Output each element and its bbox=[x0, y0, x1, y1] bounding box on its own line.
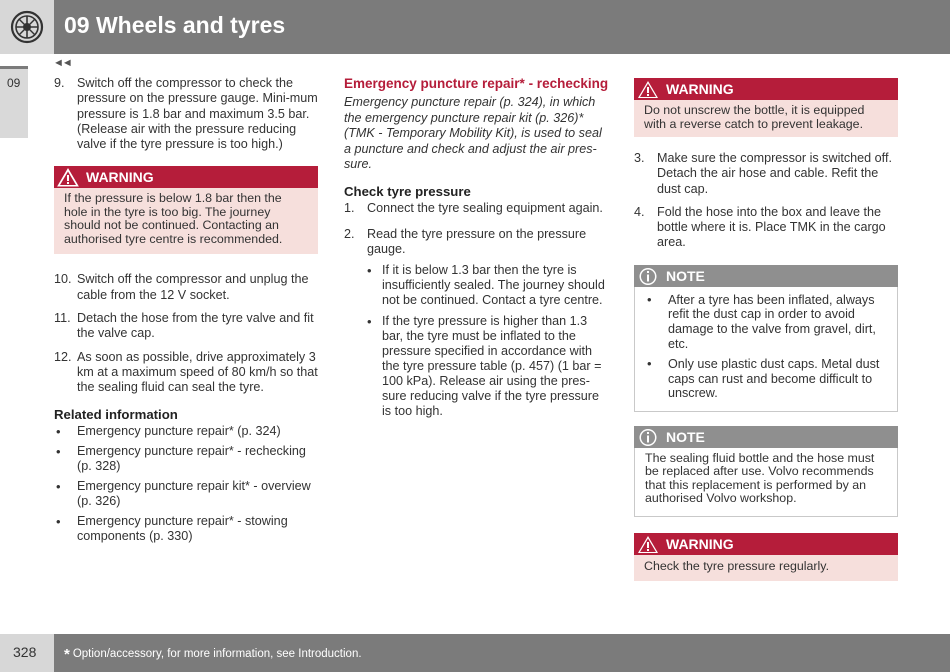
related-link[interactable]: • Emergency puncture repair* - stowing components (p. 330) bbox=[54, 514, 318, 544]
step-number: 1. bbox=[344, 200, 355, 215]
step-number: 9. bbox=[54, 76, 65, 90]
step-1 bbox=[344, 201, 610, 216]
info-icon bbox=[637, 428, 659, 447]
check-tyre-pressure-heading: Check tyre pressure bbox=[344, 183, 471, 199]
warning-header bbox=[54, 166, 318, 188]
warning-text: Check the tyre pressure regularly. bbox=[634, 555, 898, 582]
chapter-title: 09 Wheels and tyres bbox=[64, 12, 286, 38]
step-text: As soon as possible, drive approximately 3 km at a maximum speed of 80 km/h so that the sealing fluid can seal the tyre. bbox=[77, 349, 318, 395]
page-number: 328 bbox=[13, 644, 37, 660]
warning-text: Do not unscrew the bottle, it is equipped with a reverse catch to prevent leakage. bbox=[634, 100, 898, 137]
list-item: • Only use plastic dust caps. Metal dust caps can rust and become difficult to unscrew. bbox=[645, 357, 887, 401]
step-text: Switch off the compressor to check the pressure on the pressure gauge. Mini-mum pressure is 1.8 bar and maximum 3.5 bar. (Release air with the pressure reducing valve if the tyre pressure is too high.) bbox=[77, 76, 318, 152]
step-text: Make sure the compressor is switched off. Detach the air hose and cable. Refit the dust cap. bbox=[657, 151, 892, 196]
warning-label: WARNING bbox=[666, 535, 734, 552]
step-number: 2. bbox=[344, 226, 355, 241]
step-number: 10. bbox=[54, 272, 72, 287]
list-item: • If the tyre pressure is higher than 1.3 bar, the tyre must be inflated to the pressure specified in accordance with the tyre pressure table (p. 457) (1 bar = 100 kPa). Release air using the pres-sure reducing valve if the tyre pressure is too high. bbox=[344, 314, 610, 419]
step-9 bbox=[54, 76, 318, 152]
step-number: 11. bbox=[54, 311, 71, 326]
step-text: Fold the hose into the box and leave the bottle where it is. Place TMK in the cargo area. bbox=[657, 204, 886, 250]
note-header bbox=[634, 426, 898, 448]
note-label: NOTE bbox=[666, 267, 705, 284]
column-1 bbox=[54, 76, 318, 549]
footnote-text: Option/accessory, for more information, see Introduction. bbox=[72, 648, 362, 660]
warning-box bbox=[634, 533, 898, 582]
column-3 bbox=[634, 78, 898, 581]
related-information-heading: Related information bbox=[54, 406, 178, 422]
note-box bbox=[634, 426, 898, 517]
warning-label: WARNING bbox=[86, 169, 154, 186]
step-11 bbox=[54, 311, 318, 342]
step-number: 4. bbox=[634, 204, 645, 219]
step-3 bbox=[634, 151, 898, 197]
page-number-box bbox=[0, 634, 54, 672]
note-box bbox=[634, 265, 898, 412]
list-item: • If it is below 1.3 bar then the tyre is insufficiently sealed. The journey should not be continued. Contact a tyre centre. bbox=[344, 263, 610, 308]
chapter-header bbox=[0, 0, 950, 54]
note-text: The sealing fluid bottle and the hose must be replaced after use. Volvo recommends that this replacement is performed by an authorised Volvo workshop. bbox=[634, 448, 898, 517]
warning-header bbox=[634, 78, 898, 100]
related-link[interactable]: • Emergency puncture repair kit* - overview (p. 326) bbox=[54, 479, 318, 509]
warning-triangle-icon bbox=[57, 168, 79, 187]
step-number: 12. bbox=[54, 349, 72, 364]
step-4 bbox=[634, 205, 898, 251]
note-label: NOTE bbox=[666, 428, 705, 445]
warning-box bbox=[54, 166, 318, 254]
page-footer bbox=[0, 634, 950, 672]
warning-triangle-icon bbox=[637, 535, 659, 554]
warning-text: If the pressure is below 1.8 bar then the hole in the tyre is too big. The journey should not be continued. Contacting an authorised tyre centre is recommended. bbox=[54, 188, 318, 254]
column-2 bbox=[344, 76, 610, 424]
chapter-side-tab-label: 09 bbox=[7, 76, 21, 90]
chapter-icon-box bbox=[0, 0, 54, 54]
warning-label: WARNING bbox=[666, 81, 734, 97]
step-text: Connect the tyre sealing equipment again. bbox=[367, 200, 603, 215]
section-heading: Emergency puncture repair* - rechecking bbox=[344, 76, 609, 91]
warning-box bbox=[634, 78, 898, 137]
step-number: 3. bbox=[634, 151, 645, 165]
step-2 bbox=[344, 227, 610, 258]
step-text: Read the tyre pressure on the pressure gauge. bbox=[367, 226, 587, 257]
step-10 bbox=[54, 272, 318, 303]
related-link[interactable]: • Emergency puncture repair* - rechecking (p. 328) bbox=[54, 444, 318, 474]
previous-page-arrows-icon[interactable]: ◄◄ bbox=[53, 57, 71, 69]
note-header bbox=[634, 265, 898, 287]
footnote bbox=[64, 646, 362, 663]
wheel-icon bbox=[0, 0, 54, 54]
step-12 bbox=[54, 350, 318, 396]
footnote-asterisk: * bbox=[64, 646, 70, 663]
warning-triangle-icon bbox=[637, 80, 659, 99]
step-text: Detach the hose from the tyre valve and fit the valve cap. bbox=[77, 311, 314, 341]
list-item: • After a tyre has been inflated, always refit the dust cap in order to avoid damage to the valve from gravel, dirt, etc. bbox=[645, 293, 887, 351]
warning-header bbox=[634, 533, 898, 555]
info-icon bbox=[637, 267, 659, 286]
note-body bbox=[634, 287, 898, 412]
section-intro: Emergency puncture repair (p. 324), in which the emergency puncture repair kit (p. 326)* (TMK - Temporary Mobility Kit), is used to seal a puncture and check and adjust the air pres-sure. bbox=[344, 95, 602, 171]
chapter-side-tab[interactable] bbox=[0, 66, 28, 138]
step-text: Switch off the compressor and unplug the cable from the 12 V socket. bbox=[77, 272, 309, 302]
related-link[interactable]: • Emergency puncture repair* (p. 324) bbox=[54, 424, 318, 439]
